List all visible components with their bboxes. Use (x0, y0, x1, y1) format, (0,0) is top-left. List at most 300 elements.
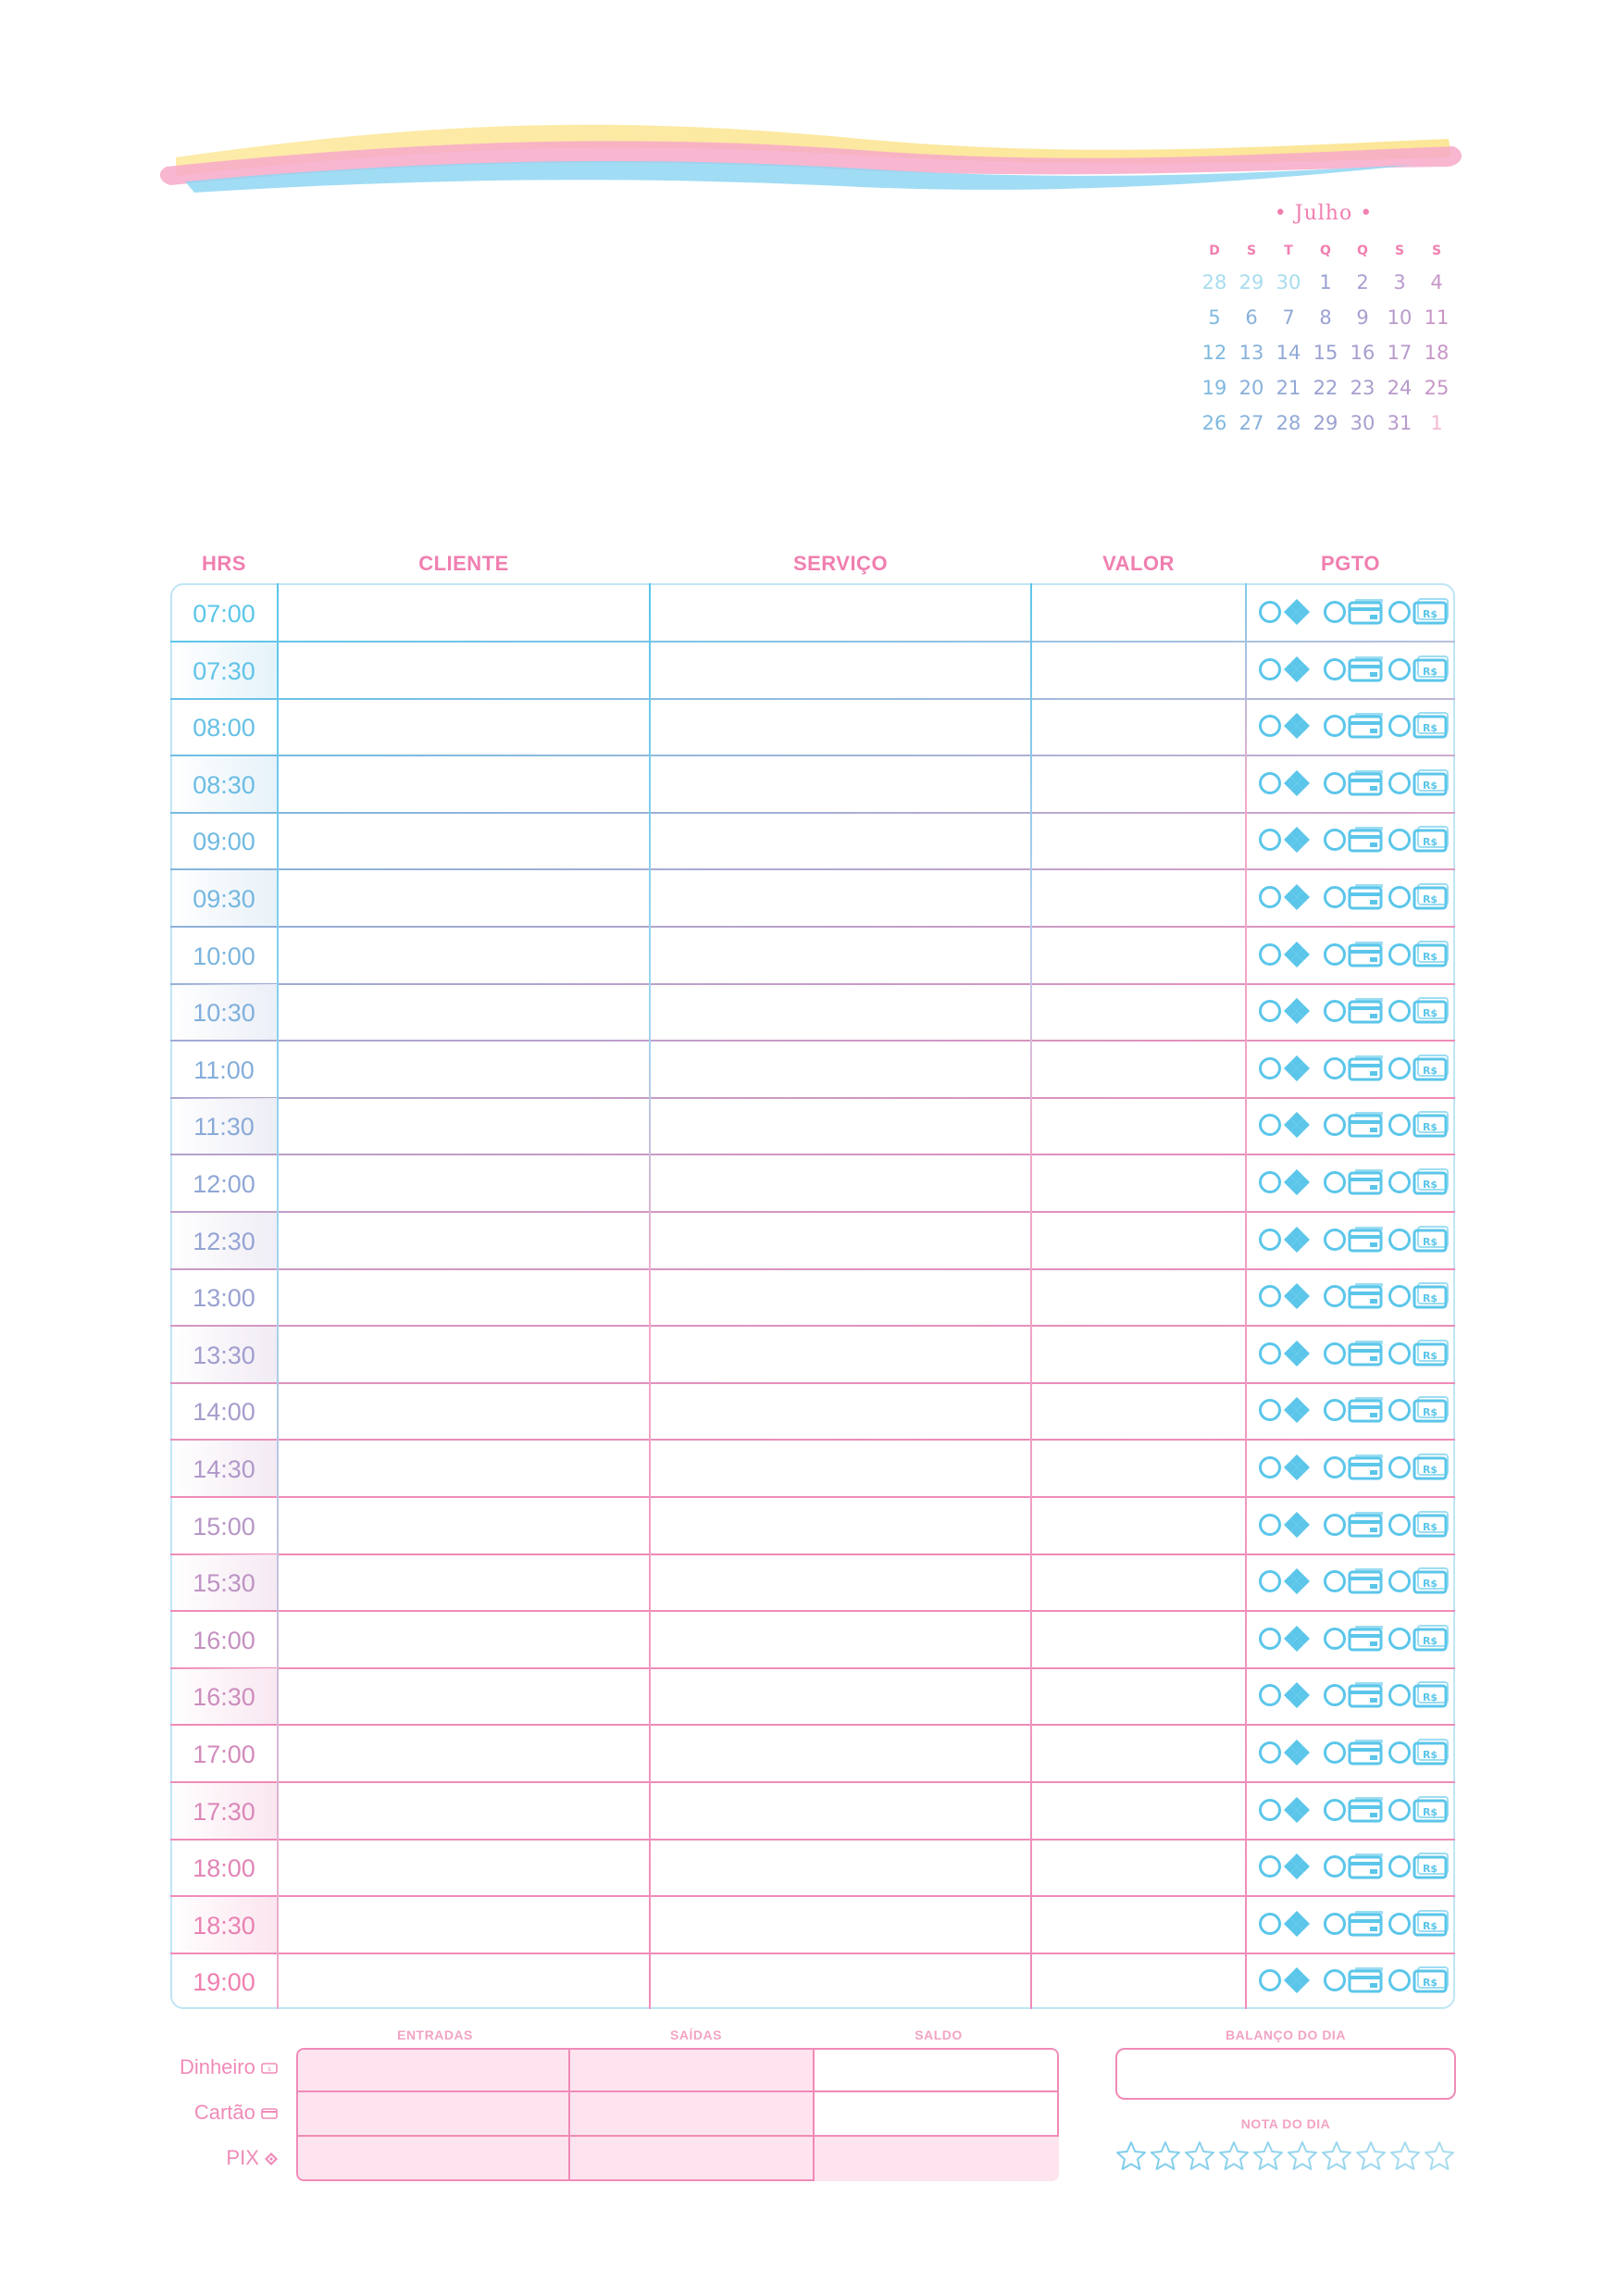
radio-circle[interactable] (1388, 1000, 1411, 1022)
servico-input[interactable] (650, 1668, 1031, 1724)
hour-label: 07:00 (193, 600, 255, 628)
payment-option-pix[interactable] (1259, 1395, 1320, 1427)
payment-option-pix[interactable] (1259, 1281, 1320, 1313)
pix-icon (1283, 1395, 1311, 1425)
header-saidas: SAÍDAS (670, 2028, 722, 2042)
cliente-input[interactable] (278, 1840, 650, 1895)
radio-circle[interactable] (1388, 1114, 1411, 1136)
payment-option-card[interactable] (1324, 768, 1385, 800)
payment-option-card[interactable] (1324, 1624, 1385, 1655)
cash-icon (1413, 940, 1450, 969)
cliente-input[interactable] (278, 756, 650, 812)
payment-option-pix[interactable] (1259, 1566, 1320, 1598)
cliente-input[interactable] (278, 870, 650, 926)
servico-input[interactable] (650, 643, 1031, 698)
pix-icon (1283, 1738, 1311, 1767)
header-hrs: HRS (202, 552, 246, 575)
servico-input[interactable] (650, 1441, 1031, 1496)
hour-label: 10:30 (170, 984, 278, 1042)
star-icon[interactable] (1252, 2140, 1284, 2172)
radio-circle[interactable] (1259, 1969, 1281, 1991)
star-icon[interactable] (1150, 2140, 1181, 2172)
label-dinheiro-text: Dinheiro (179, 2055, 255, 2078)
cliente-input[interactable] (278, 1327, 650, 1382)
payment-option-pix[interactable] (1259, 1795, 1320, 1827)
servico-input[interactable] (650, 756, 1031, 812)
pix-icon (1283, 882, 1311, 912)
payment-option-pix[interactable] (1259, 1339, 1320, 1370)
payment-option-card[interactable] (1324, 1510, 1385, 1541)
card-icon (1348, 597, 1385, 627)
valor-input[interactable] (1031, 1668, 1246, 1724)
star-icon[interactable] (1287, 2140, 1318, 2172)
schedule-row (170, 870, 1455, 928)
schedule-row (170, 1726, 1455, 1783)
valor-input[interactable] (1031, 984, 1246, 1040)
valor-input[interactable] (1031, 1897, 1246, 1953)
payment-option-cash[interactable] (1388, 597, 1450, 629)
cliente-input[interactable] (278, 699, 650, 755)
star-icon[interactable] (1355, 2140, 1387, 2172)
radio-circle[interactable] (1388, 1855, 1411, 1878)
radio-circle[interactable] (1324, 1114, 1346, 1136)
radio-circle[interactable] (1388, 601, 1411, 623)
payment-option-pix[interactable] (1259, 655, 1320, 686)
payment-option-pix[interactable] (1259, 1852, 1320, 1883)
servico-input[interactable] (650, 585, 1031, 641)
payment-option-cash[interactable] (1388, 1738, 1450, 1769)
radio-circle[interactable] (1259, 601, 1281, 623)
radio-circle[interactable] (1259, 1855, 1281, 1878)
cliente-input[interactable] (278, 1383, 650, 1439)
radio-circle[interactable] (1259, 1399, 1281, 1421)
valor-input[interactable] (1031, 699, 1246, 755)
star-icon[interactable] (1389, 2140, 1421, 2172)
radio-circle[interactable] (1324, 1456, 1346, 1479)
servico-input[interactable] (650, 1953, 1031, 2009)
cliente-input[interactable] (278, 1269, 650, 1325)
servico-input[interactable] (650, 1554, 1031, 1610)
cash-icon (1413, 1566, 1450, 1596)
cliente-input[interactable] (278, 1441, 650, 1496)
radio-circle[interactable] (1324, 1570, 1346, 1592)
cash-icon (1413, 1110, 1450, 1140)
calendar-day: 16 (1350, 342, 1375, 364)
radio-circle[interactable] (1388, 1628, 1411, 1650)
radio-circle[interactable] (1388, 1171, 1411, 1193)
payment-option-cash[interactable] (1388, 1680, 1450, 1712)
pix-icon (1283, 1281, 1311, 1311)
cash-icon (1413, 1167, 1450, 1197)
payment-option-cash[interactable] (1388, 768, 1450, 800)
servico-input[interactable] (650, 1783, 1031, 1839)
radio-circle[interactable] (1259, 1057, 1281, 1079)
radio-circle[interactable] (1388, 658, 1411, 680)
servico-input[interactable] (650, 699, 1031, 755)
pix-icon (1283, 1339, 1311, 1368)
cell-pix-entradas[interactable] (296, 2137, 570, 2181)
payment-option-cash[interactable] (1388, 1395, 1450, 1427)
nota-label: NOTA DO DIA (1240, 2116, 1331, 2131)
payment-option-pix[interactable] (1259, 940, 1320, 971)
radio-circle[interactable] (1388, 1570, 1411, 1592)
radio-circle[interactable] (1259, 943, 1281, 966)
cliente-input[interactable] (278, 1726, 650, 1781)
payment-option-cash[interactable] (1388, 1281, 1450, 1313)
balanco-field[interactable] (1115, 2048, 1456, 2100)
radio-circle[interactable] (1388, 715, 1411, 737)
payment-option-cash[interactable] (1388, 996, 1450, 1028)
cliente-input[interactable] (278, 1098, 650, 1154)
servico-input[interactable] (650, 1213, 1031, 1268)
servico-input[interactable] (650, 1726, 1031, 1781)
valor-input[interactable] (1031, 1327, 1246, 1382)
star-icon[interactable] (1424, 2140, 1455, 2172)
payment-option-cash[interactable] (1388, 825, 1450, 856)
payment-option-card[interactable] (1324, 940, 1385, 971)
star-icon[interactable] (1184, 2140, 1215, 2172)
payment-option-pix[interactable] (1259, 1738, 1320, 1769)
payment-option-card[interactable] (1324, 1110, 1385, 1142)
radio-circle[interactable] (1324, 772, 1346, 794)
servico-input[interactable] (650, 1840, 1031, 1895)
cell-cartao-entradas[interactable] (296, 2092, 570, 2137)
svg-text:R$: R$ (1422, 608, 1438, 620)
servico-input[interactable] (650, 1042, 1031, 1097)
valor-input[interactable] (1031, 1155, 1246, 1211)
radio-circle[interactable] (1324, 1342, 1346, 1365)
payment-option-pix[interactable] (1259, 1680, 1320, 1712)
calendar-weekday: S (1394, 243, 1405, 258)
radio-circle[interactable] (1388, 1399, 1411, 1421)
payment-option-card[interactable] (1324, 1281, 1385, 1313)
payment-option-card[interactable] (1324, 1453, 1385, 1484)
radio-circle[interactable] (1324, 829, 1346, 851)
valor-input[interactable] (1031, 756, 1246, 812)
cliente-input[interactable] (278, 1953, 650, 2009)
valor-input[interactable] (1031, 1953, 1246, 2009)
payment-option-card[interactable] (1324, 1965, 1385, 1997)
cash-icon (1413, 1453, 1450, 1482)
radio-circle[interactable] (1388, 1229, 1411, 1251)
star-icon[interactable] (1115, 2140, 1147, 2172)
valor-input[interactable] (1031, 1726, 1246, 1781)
valor-input[interactable] (1031, 1783, 1246, 1839)
valor-input[interactable] (1031, 1213, 1246, 1268)
payment-option-cash[interactable] (1388, 1795, 1450, 1827)
payment-option-cash[interactable] (1388, 1852, 1450, 1883)
radio-circle[interactable] (1259, 1570, 1281, 1592)
hour-label: 19:00 (193, 1968, 255, 1997)
radio-circle[interactable] (1388, 943, 1411, 966)
radio-circle[interactable] (1324, 1000, 1346, 1022)
radio-circle[interactable] (1259, 1229, 1281, 1251)
cliente-input[interactable] (278, 813, 650, 868)
card-icon (1348, 711, 1385, 741)
payment-option-card[interactable] (1324, 597, 1385, 629)
radio-circle[interactable] (1324, 715, 1346, 737)
payment-option-pix[interactable] (1259, 996, 1320, 1028)
label-cartao (139, 2101, 278, 2125)
payment-option-cash[interactable] (1388, 1624, 1450, 1655)
payment-option-cash[interactable] (1388, 1453, 1450, 1484)
radio-circle[interactable] (1259, 886, 1281, 908)
radio-circle[interactable] (1388, 1456, 1411, 1479)
cliente-input[interactable] (278, 1042, 650, 1097)
payment-option-cash[interactable] (1388, 1965, 1450, 1997)
payment-option-card[interactable] (1324, 1225, 1385, 1256)
schedule-row (170, 1953, 1455, 2011)
cliente-input[interactable] (278, 585, 650, 641)
hour-label: 07:30 (170, 643, 278, 700)
hour-label: 16:30 (170, 1668, 278, 1726)
cell-pix-saldo[interactable] (815, 2137, 1059, 2181)
radio-circle[interactable] (1259, 1741, 1281, 1764)
radio-circle[interactable] (1259, 1342, 1281, 1365)
schedule-row (170, 1668, 1455, 1726)
radio-circle[interactable] (1324, 1171, 1346, 1193)
calendar-weekday: T (1284, 243, 1293, 258)
radio-circle[interactable] (1324, 1285, 1346, 1307)
payment-option-cash[interactable] (1388, 1566, 1450, 1598)
radio-circle[interactable] (1324, 1057, 1346, 1079)
radio-circle[interactable] (1324, 1628, 1346, 1650)
radio-circle[interactable] (1388, 1799, 1411, 1821)
servico-input[interactable] (650, 928, 1031, 983)
hour-label: 15:00 (193, 1512, 255, 1541)
payment-option-card[interactable] (1324, 1738, 1385, 1769)
valor-input[interactable] (1031, 1269, 1246, 1325)
valor-input[interactable] (1031, 585, 1246, 641)
radio-circle[interactable] (1388, 829, 1411, 851)
cell-pix-saidas[interactable] (570, 2137, 815, 2181)
servico-input[interactable] (650, 1269, 1031, 1325)
star-icon[interactable] (1321, 2140, 1352, 2172)
radio-circle[interactable] (1324, 1969, 1346, 1991)
payment-option-cash[interactable] (1388, 1225, 1450, 1256)
schedule-row (170, 1554, 1455, 1612)
payment-option-pix[interactable] (1259, 1225, 1320, 1256)
radio-circle[interactable] (1388, 1684, 1411, 1706)
radio-circle[interactable] (1324, 886, 1346, 908)
radio-circle[interactable] (1324, 943, 1346, 966)
valor-input[interactable] (1031, 928, 1246, 983)
calendar-day: 7 (1282, 306, 1295, 329)
radio-circle[interactable] (1388, 1342, 1411, 1365)
radio-circle[interactable] (1259, 658, 1281, 680)
radio-circle[interactable] (1324, 1913, 1346, 1935)
payment-option-pix[interactable] (1259, 1110, 1320, 1142)
radio-circle[interactable] (1324, 1399, 1346, 1421)
rating-stars (1115, 2140, 1460, 2177)
schedule-row (170, 1383, 1455, 1441)
radio-circle[interactable] (1259, 715, 1281, 737)
valor-input[interactable] (1031, 1840, 1246, 1895)
payment-option-pix[interactable] (1259, 1453, 1320, 1484)
servico-input[interactable] (650, 1098, 1031, 1154)
hour-label: 13:00 (193, 1284, 255, 1313)
calendar-day: 25 (1424, 377, 1450, 399)
payment-option-card[interactable] (1324, 1339, 1385, 1370)
payment-option-cash[interactable] (1388, 1909, 1450, 1940)
calendar-day: 10 (1387, 306, 1413, 329)
cliente-input[interactable] (278, 1668, 650, 1724)
payment-option-card[interactable] (1324, 996, 1385, 1028)
radio-circle[interactable] (1324, 1741, 1346, 1764)
radio-circle[interactable] (1324, 1684, 1346, 1706)
payment-option-cash[interactable] (1388, 1339, 1450, 1370)
cliente-input[interactable] (278, 1897, 650, 1953)
servico-input[interactable] (650, 870, 1031, 926)
servico-input[interactable] (650, 984, 1031, 1040)
servico-input[interactable] (650, 813, 1031, 868)
header-saldo: SALDO (915, 2028, 963, 2042)
cliente-input[interactable] (278, 1783, 650, 1839)
payment-option-pix[interactable] (1259, 825, 1320, 856)
radio-circle[interactable] (1324, 601, 1346, 623)
payment-option-pix[interactable] (1259, 711, 1320, 742)
servico-input[interactable] (650, 1897, 1031, 1953)
payment-option-pix[interactable] (1259, 1624, 1320, 1655)
radio-circle[interactable] (1388, 1057, 1411, 1079)
valor-input[interactable] (1031, 1554, 1246, 1610)
payment-option-cash[interactable] (1388, 1110, 1450, 1142)
cliente-input[interactable] (278, 1155, 650, 1211)
servico-input[interactable] (650, 1498, 1031, 1554)
valor-input[interactable] (1031, 1042, 1246, 1097)
payment-option-pix[interactable] (1259, 768, 1320, 800)
cliente-input[interactable] (278, 1612, 650, 1667)
payment-option-cash[interactable] (1388, 711, 1450, 742)
label-pix (139, 2146, 278, 2170)
payment-option-card[interactable] (1324, 1566, 1385, 1598)
radio-circle[interactable] (1324, 1514, 1346, 1536)
radio-circle[interactable] (1259, 829, 1281, 851)
payment-option-card[interactable] (1324, 1852, 1385, 1883)
payment-option-card[interactable] (1324, 655, 1385, 686)
cell-dinheiro-entradas[interactable] (296, 2048, 570, 2092)
cliente-input[interactable] (278, 1498, 650, 1554)
valor-input[interactable] (1031, 1612, 1246, 1667)
radio-circle[interactable] (1259, 1171, 1281, 1193)
calendar-day: 18 (1424, 342, 1450, 364)
valor-input[interactable] (1031, 643, 1246, 698)
payment-option-card[interactable] (1324, 825, 1385, 856)
valor-input[interactable] (1031, 813, 1246, 868)
radio-circle[interactable] (1324, 1855, 1346, 1878)
cell-cartao-saldo[interactable] (815, 2092, 1059, 2137)
pix-icon (1283, 1852, 1311, 1881)
calendar-day: 28 (1201, 271, 1227, 293)
radio-circle[interactable] (1259, 1514, 1281, 1536)
payment-option-cash[interactable] (1388, 1510, 1450, 1541)
card-icon (1348, 1225, 1385, 1254)
cell-dinheiro-saldo[interactable] (815, 2048, 1059, 2092)
star-icon[interactable] (1218, 2140, 1250, 2172)
radio-circle[interactable] (1259, 1285, 1281, 1307)
cliente-input[interactable] (278, 643, 650, 698)
cell-cartao-saidas[interactable] (570, 2092, 815, 2137)
radio-circle[interactable] (1259, 1628, 1281, 1650)
schedule-row (170, 1897, 1455, 1954)
payment-option-cash[interactable] (1388, 1054, 1450, 1085)
radio-circle[interactable] (1324, 1229, 1346, 1251)
radio-circle[interactable] (1388, 1285, 1411, 1307)
valor-input[interactable] (1031, 870, 1246, 926)
radio-circle[interactable] (1259, 1000, 1281, 1022)
cliente-input[interactable] (278, 1554, 650, 1610)
payment-option-card[interactable] (1324, 1054, 1385, 1085)
schedule-row (170, 699, 1455, 756)
cash-icon (1413, 1738, 1450, 1767)
payment-option-card[interactable] (1324, 1167, 1385, 1199)
payment-option-cash[interactable] (1388, 655, 1450, 686)
pix-icon (1283, 1225, 1311, 1254)
radio-circle[interactable] (1259, 1684, 1281, 1706)
payment-option-card[interactable] (1324, 1909, 1385, 1940)
radio-circle[interactable] (1259, 1456, 1281, 1479)
cliente-input[interactable] (278, 928, 650, 983)
payment-option-card[interactable] (1324, 1795, 1385, 1827)
radio-circle[interactable] (1388, 772, 1411, 794)
cash-icon (1413, 1395, 1450, 1425)
card-icon (1348, 1167, 1385, 1197)
payment-option-cash[interactable] (1388, 882, 1450, 914)
payment-option-pix[interactable] (1259, 1167, 1320, 1199)
cliente-input[interactable] (278, 984, 650, 1040)
payment-option-pix[interactable] (1259, 1054, 1320, 1085)
valor-input[interactable] (1031, 1383, 1246, 1439)
payment-option-pix[interactable] (1259, 597, 1320, 629)
payment-option-card[interactable] (1324, 882, 1385, 914)
radio-circle[interactable] (1388, 1969, 1411, 1991)
card-icon (1348, 1965, 1385, 1995)
payment-option-card[interactable] (1324, 711, 1385, 742)
radio-circle[interactable] (1388, 1514, 1411, 1536)
svg-text:R$: R$ (1422, 1863, 1438, 1876)
radio-circle[interactable] (1388, 1741, 1411, 1764)
valor-input[interactable] (1031, 1441, 1246, 1496)
payment-option-card[interactable] (1324, 1680, 1385, 1712)
radio-circle[interactable] (1388, 886, 1411, 908)
cliente-input[interactable] (278, 1213, 650, 1268)
payment-option-pix[interactable] (1259, 1909, 1320, 1940)
valor-input[interactable] (1031, 1498, 1246, 1554)
radio-circle[interactable] (1259, 772, 1281, 794)
servico-input[interactable] (650, 1612, 1031, 1667)
valor-input[interactable] (1031, 1098, 1246, 1154)
payment-option-card[interactable] (1324, 1395, 1385, 1427)
radio-circle[interactable] (1388, 1913, 1411, 1935)
servico-input[interactable] (650, 1155, 1031, 1211)
payment-option-pix[interactable] (1259, 1510, 1320, 1541)
payment-option-cash[interactable] (1388, 1167, 1450, 1199)
radio-circle[interactable] (1259, 1913, 1281, 1935)
payment-option-pix[interactable] (1259, 1965, 1320, 1997)
radio-circle[interactable] (1324, 658, 1346, 680)
calendar-day: 2 (1356, 271, 1369, 293)
cell-dinheiro-saidas[interactable] (570, 2048, 815, 2092)
servico-input[interactable] (650, 1327, 1031, 1382)
radio-circle[interactable] (1324, 1799, 1346, 1821)
cash-icon (1413, 597, 1450, 627)
payment-option-pix[interactable] (1259, 882, 1320, 914)
header-entradas: ENTRADAS (397, 2028, 473, 2042)
payment-option-cash[interactable] (1388, 940, 1450, 971)
radio-circle[interactable] (1259, 1799, 1281, 1821)
servico-input[interactable] (650, 1383, 1031, 1439)
radio-circle[interactable] (1259, 1114, 1281, 1136)
